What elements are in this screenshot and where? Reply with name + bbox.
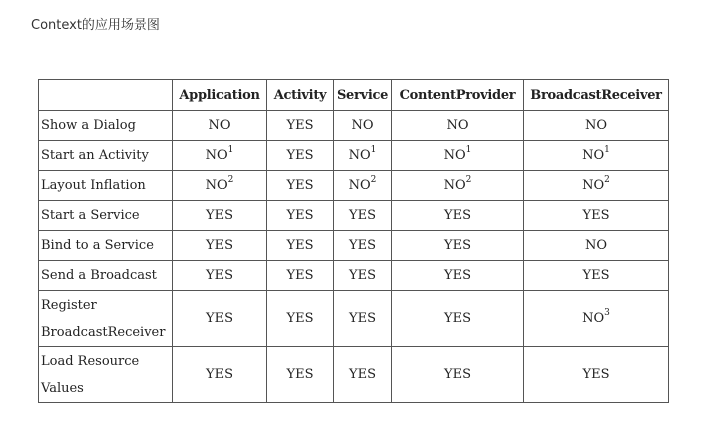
- cell-value: NO: [348, 148, 371, 163]
- table-header-row: [39, 80, 669, 111]
- cell-value: NO: [584, 238, 608, 253]
- cell-activity: [267, 347, 334, 403]
- cell-activity: [267, 231, 334, 261]
- cell-value: NO: [205, 148, 228, 163]
- cell-value: NO: [443, 148, 466, 163]
- row-label: Register BroadcastReceiver: [39, 291, 173, 347]
- cell-activity: [267, 291, 334, 347]
- cell-content-provider: [392, 231, 524, 261]
- cell-value: YES: [206, 367, 233, 382]
- cell-service: [334, 201, 392, 231]
- footnote-marker: 1: [465, 145, 472, 155]
- footnote-marker: 2: [227, 175, 234, 185]
- cell-application: [173, 347, 267, 403]
- table-row: [39, 231, 669, 261]
- cell-broadcast-receiver: [524, 111, 669, 141]
- cell-value: NO: [584, 118, 608, 133]
- cell-activity: [267, 111, 334, 141]
- table-row: [39, 261, 669, 291]
- footnote-marker: 1: [370, 145, 377, 155]
- column-header-activity: Activity: [267, 80, 334, 111]
- cell-activity: [267, 141, 334, 171]
- cell-value: NO: [351, 118, 374, 133]
- cell-broadcast-receiver: [524, 291, 669, 347]
- cell-application: [173, 141, 267, 171]
- cell-value: YES: [444, 367, 471, 382]
- cell-value: YES: [286, 148, 314, 163]
- cell-broadcast-receiver: [524, 261, 669, 291]
- row-label: Layout Inflation: [39, 171, 173, 201]
- footnote-marker: 2: [465, 175, 472, 185]
- cell-value: YES: [286, 208, 314, 223]
- footnote-marker: 1: [604, 145, 610, 155]
- page-title: Context的应用场景图: [31, 18, 160, 33]
- cell-value: NO: [582, 178, 605, 193]
- footnote-marker: 1: [227, 145, 234, 155]
- cell-value: YES: [286, 311, 314, 326]
- table-row: [39, 141, 669, 171]
- row-label: Start a Service: [39, 201, 173, 231]
- cell-value: NO: [582, 148, 605, 163]
- cell-service: [334, 111, 392, 141]
- table-row: [39, 201, 669, 231]
- cell-value: NO: [208, 118, 231, 133]
- footnote-marker: 2: [604, 175, 610, 185]
- cell-value: NO: [348, 178, 371, 193]
- footnote-marker: 2: [370, 175, 377, 185]
- cell-value: YES: [206, 208, 233, 223]
- cell-content-provider: [392, 111, 524, 141]
- row-label: Start an Activity: [39, 141, 173, 171]
- table-row: [39, 111, 669, 141]
- cell-activity: [267, 201, 334, 231]
- cell-content-provider: [392, 291, 524, 347]
- cell-broadcast-receiver: [524, 171, 669, 201]
- row-label: Bind to a Service: [39, 231, 173, 261]
- cell-application: [173, 231, 267, 261]
- cell-value: YES: [349, 208, 376, 223]
- cell-value: YES: [286, 178, 314, 193]
- cell-content-provider: [392, 141, 524, 171]
- cell-value: NO: [205, 178, 228, 193]
- cell-value: YES: [286, 238, 314, 253]
- cell-value: NO: [446, 118, 469, 133]
- cell-activity: [267, 171, 334, 201]
- row-label: Send a Broadcast: [39, 261, 173, 291]
- cell-value: YES: [444, 238, 471, 253]
- cell-service: [334, 171, 392, 201]
- cell-content-provider: [392, 171, 524, 201]
- cell-value: YES: [349, 311, 376, 326]
- footnote-marker: 3: [604, 308, 610, 318]
- column-header-application: Application: [173, 80, 267, 111]
- cell-value: YES: [582, 208, 610, 223]
- cell-broadcast-receiver: [524, 231, 669, 261]
- cell-value: YES: [286, 268, 314, 283]
- cell-value: YES: [349, 238, 376, 253]
- cell-value: YES: [444, 208, 471, 223]
- context-usage-table: [38, 79, 669, 403]
- cell-content-provider: [392, 347, 524, 403]
- cell-application: [173, 261, 267, 291]
- cell-value: YES: [206, 311, 233, 326]
- table-row: [39, 291, 669, 347]
- cell-value: YES: [444, 268, 471, 283]
- table-row: [39, 347, 669, 403]
- cell-service: [334, 261, 392, 291]
- row-label: Show a Dialog: [39, 111, 173, 141]
- row-label: Load Resource Values: [39, 347, 173, 403]
- column-header-broadcast-receiver: BroadcastReceiver: [524, 80, 669, 111]
- cell-value: YES: [286, 118, 314, 133]
- cell-service: [334, 141, 392, 171]
- cell-value: NO: [582, 311, 605, 326]
- cell-service: [334, 291, 392, 347]
- cell-content-provider: [392, 201, 524, 231]
- column-header-service: Service: [334, 80, 392, 111]
- cell-application: [173, 201, 267, 231]
- cell-service: [334, 347, 392, 403]
- cell-activity: [267, 261, 334, 291]
- cell-application: [173, 111, 267, 141]
- cell-value: YES: [444, 311, 471, 326]
- cell-value: YES: [349, 268, 376, 283]
- cell-content-provider: [392, 261, 524, 291]
- cell-value: YES: [206, 268, 233, 283]
- column-header-corner: [39, 80, 173, 111]
- cell-value: YES: [582, 268, 610, 283]
- cell-value: YES: [286, 367, 314, 382]
- table-row: [39, 171, 669, 201]
- cell-value: YES: [206, 238, 233, 253]
- column-header-content-provider: ContentProvider: [392, 80, 524, 111]
- cell-application: [173, 291, 267, 347]
- cell-value: YES: [349, 367, 376, 382]
- cell-value: YES: [582, 367, 610, 382]
- cell-application: [173, 171, 267, 201]
- cell-broadcast-receiver: [524, 347, 669, 403]
- cell-broadcast-receiver: [524, 141, 669, 171]
- cell-broadcast-receiver: [524, 201, 669, 231]
- cell-value: NO: [443, 178, 466, 193]
- cell-service: [334, 231, 392, 261]
